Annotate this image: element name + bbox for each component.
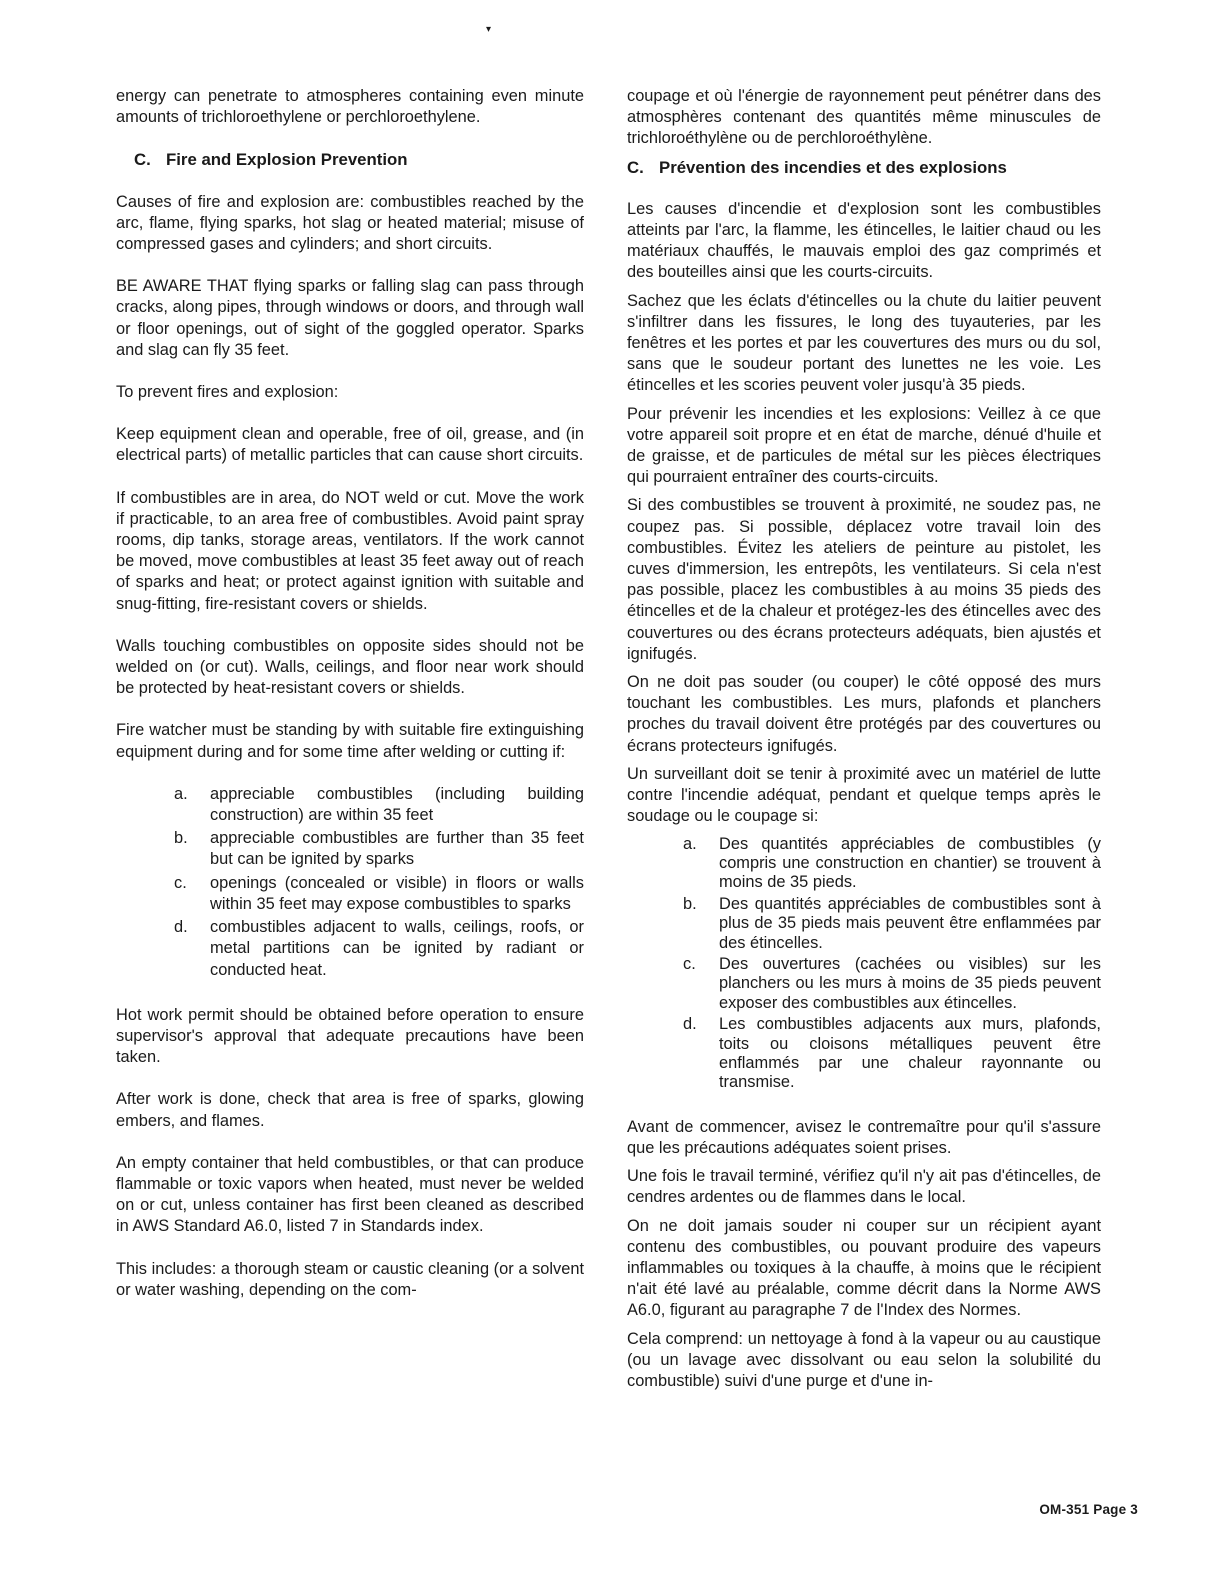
combustibles-paragraph-fr: Si des combustibles se trouvent à proximité, ne soudez pas, ne coupez pas. Si possible, déplacez votre travail loin des combustibles. Évitez les ateliers de peinture au pistolet, les cuves d'immersion, les entrepôts, les ventilateurs. Si cela n'est pas possible, placez les combustibles à au moins 35 pieds des étincelles et de la chaleur et protégez-les des étincelles avec des couvertures ou des écrans protecteurs adéquats, bien ajustés et ignifugés.	[627, 496, 1101, 663]
murs-paragraph-fr: On ne doit pas souder (ou couper) le côté opposé des murs touchant les combustibles. Les murs, plafonds et planchers proches du travail doivent être protégés par des couvertures ou écrans protecteurs ignifugés.	[627, 673, 1101, 755]
intro-paragraph: energy can penetrate to atmospheres containing even minute amounts of trichloroethylene or perchloroethylene.	[116, 87, 584, 127]
scan-mark: ▾	[486, 24, 492, 35]
after-work-paragraph: After work is done, check that area is free of sparks, glowing embers, and flames.	[116, 1090, 584, 1130]
list-item	[683, 1015, 1101, 1093]
list-text: appreciable combustibles (including building construction) are within 35 feet	[210, 784, 584, 825]
list-text: Des quantités appréciables de combustibles (y compris une construction en chantier) se trouvent à moins de 35 pieds.	[719, 834, 1101, 892]
pour-prevenir-paragraph-fr: Pour prévenir les incendies et les explosions: Veillez à ce que votre appareil soit propre et en état de marche, dénué d'huile et de graisse, et de particules de métal sur les pièces électriques qui pourraient entraîner des courts-circuits.	[627, 404, 1101, 487]
section-title-fr: Prévention des incendies et des explosions	[659, 157, 1007, 177]
combustibles-paragraph: If combustibles are in area, do NOT weld or cut. Move the work if practicable, to an area free of combustibles. Avoid paint spray rooms, dip tanks, storage areas, ventilators. If the work cannot be moved, move combustibles at least 35 feet away out of reach of sparks and heat; or protect against ignition with suitable and snug-fitting, fire-resistant covers or shields.	[116, 488, 584, 613]
list-letter: c.	[174, 873, 187, 892]
conditions-list	[116, 784, 584, 981]
list-letter: b.	[683, 894, 697, 913]
section-heading	[116, 149, 584, 170]
list-text: Des ouvertures (cachées ou visibles) sur les planchers ou les murs à moins de 35 pieds peuvent exposer des combustibles aux étincelles.	[719, 954, 1101, 1012]
french-column	[627, 86, 1101, 1399]
list-letter: a.	[174, 784, 188, 803]
surveillant-paragraph-fr: Un surveillant doit se tenir à proximité avec un matériel de lutte contre l'incendie adéquat, pendant et quelque temps après le soudage ou le coupage si:	[627, 764, 1101, 826]
section-heading-fr	[627, 157, 1101, 178]
list-letter: a.	[683, 834, 697, 853]
keep-equipment-paragraph: Keep equipment clean and operable, free of oil, grease, and (in electrical parts) of metallic particles that can cause short circuits.	[116, 425, 584, 465]
cela-comprend-paragraph-fr: Cela comprend: un nettoyage à fond à la vapeur ou au caustique (ou un lavage avec dissolvant ou eau selon la solubilité du combustible) suivi d'une purge et d'une in-	[627, 1329, 1101, 1391]
includes-paragraph: This includes: a thorough steam or caustic cleaning (or a solvent or water washing, depending on the com-	[116, 1259, 584, 1299]
list-item	[683, 835, 1101, 893]
list-item	[174, 873, 584, 915]
list-letter: d.	[174, 918, 188, 937]
list-text: openings (concealed or visible) in floors or walls within 35 feet may expose combustibles to sparks	[210, 873, 584, 913]
list-item	[683, 955, 1101, 1013]
list-item	[683, 895, 1101, 953]
fire-watcher-paragraph: Fire watcher must be standing by with suitable fire extinguishing equipment during and for some time after welding or cutting if:	[116, 721, 584, 761]
be-aware-paragraph: BE AWARE THAT flying sparks or falling slag can pass through cracks, along pipes, through windows or doors, and through wall or floor openings, out of sight of the goggled operator. Sparks and slag can fly 35 feet.	[116, 277, 584, 359]
list-letter: b.	[174, 829, 188, 848]
une-fois-paragraph-fr: Une fois le travail terminé, vérifiez qu'il n'y ait pas d'étincelles, de cendres ardentes ou de flammes dans le local.	[627, 1167, 1101, 1207]
empty-container-paragraph: An empty container that held combustibles, or that can produce flammable or toxic vapors when heated, must never be welded on or cut, unless container has first been cleaned as described in AWS Standard A6.0, listed 7 in Standards index.	[116, 1153, 584, 1236]
section-letter: C.	[134, 150, 151, 170]
conditions-list-fr	[627, 835, 1101, 1093]
list-item	[174, 784, 584, 826]
hot-work-permit-paragraph: Hot work permit should be obtained before operation to ensure supervisor's approval that adequate precautions have been taken.	[116, 1005, 584, 1067]
causes-paragraph-fr: Les causes d'incendie et d'explosion sont les combustibles atteints par l'arc, la flamme, les étincelles, le laitier chaud ou les matériaux chauffés, le mauvais emploi des gaz comprimés et des bouteilles ainsi que les courts-circuits.	[627, 199, 1101, 282]
list-letter: c.	[683, 954, 696, 973]
list-item	[174, 828, 584, 870]
sachez-paragraph-fr: Sachez que les éclats d'étincelles ou la chute du laitier peuvent s'infiltrer dans les fissures, le long des tuyauteries, par les fenêtres et les portes et par les couvertures des murs ou du sol, sans que le soudeur portant des lunettes ne les voie. Les étincelles et les scories peuvent voler jusqu'à 35 pieds.	[627, 291, 1101, 395]
intro-paragraph-fr: coupage et où l'énergie de rayonnement peut pénétrer dans des atmosphères contenant des quantités même minuscules de trichloroéthylène ou de perchloroéthylène.	[627, 87, 1101, 148]
list-item	[174, 917, 584, 981]
recipient-paragraph-fr: On ne doit jamais souder ni couper sur un récipient ayant contenu des combustibles, ou pouvant produire des vapeurs inflammables ou toxiques à la chauffe, à moins que le récipient n'ait été lavé au préalable, comme décrit dans la Norme AWS A6.0, figurant au paragraphe 7 de l'Index des Normes.	[627, 1216, 1101, 1320]
page-number: OM-351 Page 3	[1039, 1502, 1138, 1517]
prevent-paragraph: To prevent fires and explosion:	[116, 383, 339, 402]
english-column	[116, 86, 584, 1322]
list-text: Des quantités appréciables de combustibles sont à plus de 35 pieds mais peuvent être enflammées par des étincelles.	[719, 894, 1101, 952]
avant-paragraph-fr: Avant de commencer, avisez le contremaître pour qu'il s'assure que les précautions adéquates soient prises.	[627, 1117, 1101, 1157]
section-letter-fr: C.	[627, 157, 644, 177]
list-text: appreciable combustibles are further than 35 feet but can be ignited by sparks	[210, 829, 584, 869]
list-letter: d.	[683, 1015, 697, 1034]
causes-paragraph: Causes of fire and explosion are: combustibles reached by the arc, flame, flying sparks, hot slag or heated material; misuse of compressed gases and cylinders; and short circuits.	[116, 192, 584, 254]
list-text: Les combustibles adjacents aux murs, plafonds, toits ou cloisons métalliques peuvent être enflammés par une chaleur rayonnante ou transmise.	[719, 1015, 1101, 1092]
list-text: combustibles adjacent to walls, ceilings, roofs, or metal partitions can be ignited by radiant or conducted heat.	[210, 918, 584, 979]
walls-paragraph: Walls touching combustibles on opposite sides should not be welded on (or cut). Walls, ceilings, and floor near work should be protected by heat-resistant covers or shields.	[116, 636, 584, 698]
section-title: Fire and Explosion Prevention	[166, 150, 408, 170]
